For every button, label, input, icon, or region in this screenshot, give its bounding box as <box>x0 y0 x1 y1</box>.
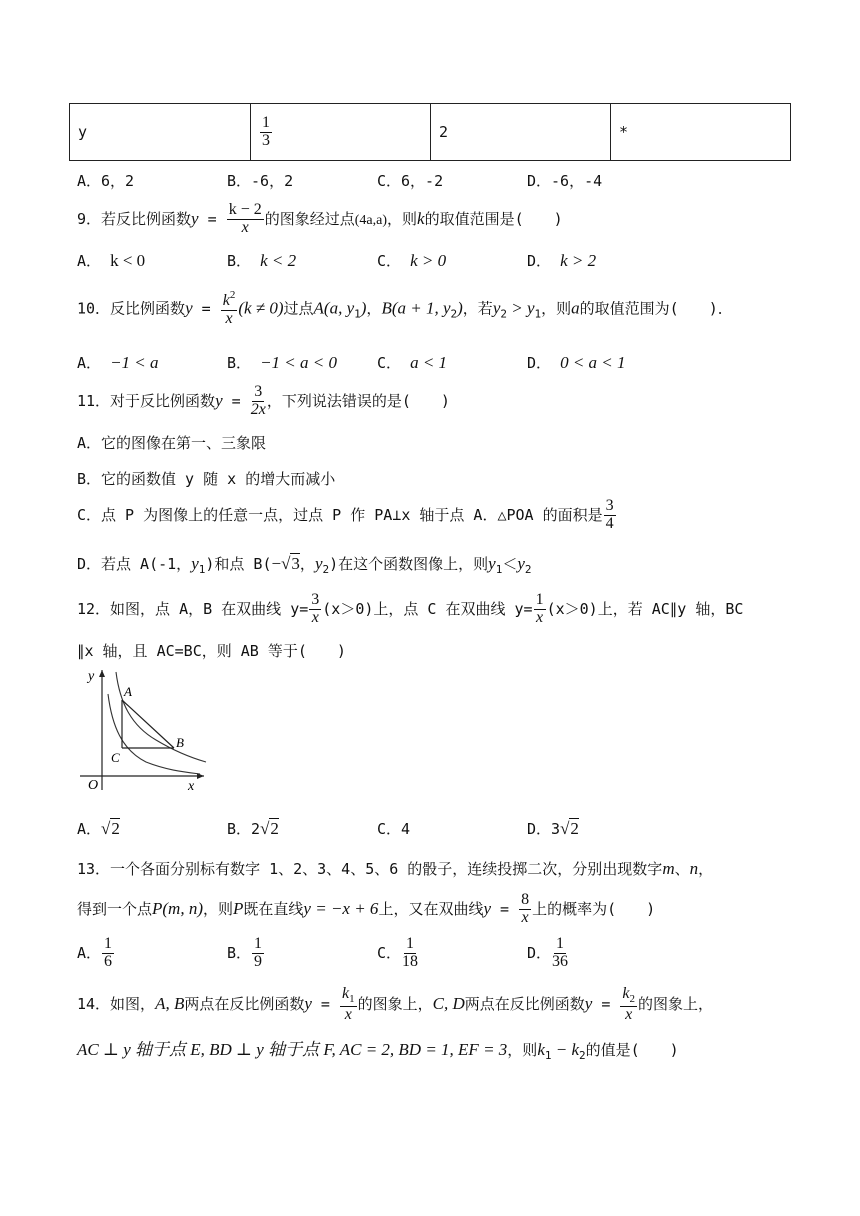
fraction: $\frac{8}{x}$ <box>521 891 530 926</box>
option-c: C．6，-2 <box>377 172 444 190</box>
fraction: $\frac{1}{x}$ <box>535 591 544 626</box>
option-c: C．点 P 为图像上的任意一点，过点 P 作 PA⊥x 轴于点 A．△POA 的面积是 $\frac{3}{4}$ <box>77 497 614 532</box>
fraction: $\frac{1}{3}$ <box>262 113 270 149</box>
sqrt: √2 <box>101 819 120 838</box>
fraction: $\frac{1}{9}$ <box>254 935 263 970</box>
option-b: B．2√2 <box>227 819 279 838</box>
question-10: 10．反比例函数y = $\frac{k^2}{x}$ (k ≠ 0)过点A(a, $y_1$)，B(a + 1, $y_2$)，若$y_2 > y_1$，则a的取值范围为( )． <box>77 289 733 327</box>
fraction: $\frac{1}{36}$ <box>552 935 569 970</box>
option-b: B． $\frac{1}{9}$ <box>227 935 263 970</box>
point-b-label: B <box>176 735 184 750</box>
fraction: $\frac{k_2}{x}$ <box>622 985 636 1023</box>
question-11: 11．对于反比例函数y = $\frac{3}{2x}$ ，下列说法错误的是( ) <box>77 383 450 418</box>
option-d: D．-6，-4 <box>527 172 603 190</box>
sqrt: −√3 <box>271 554 300 573</box>
option-c: C．4 <box>377 820 411 838</box>
option-d: D．3√2 <box>527 819 579 838</box>
question-13: 13．一个各面分别标有数字 1、2、3、4、5、6 的骰子，连续投掷二次，分别出现数字m、n， <box>77 859 714 878</box>
fraction: $\frac{3}{4}$ <box>605 497 614 532</box>
option-b: B． −1 < a < 0 <box>227 353 337 372</box>
fraction: $\frac{k^2}{x}$ <box>222 289 236 327</box>
option-b: B． k < 2 <box>227 251 297 270</box>
question-13-line-2: 得到一个点P(m, n)，则P既在直线y = −x + 6上，又在双曲线y = $\frac{8}{x}$ 上的概率为( ) <box>77 891 656 926</box>
x-axis-label: x <box>188 779 195 794</box>
table-cell: 2 <box>431 104 611 161</box>
sqrt: √2 <box>260 819 279 838</box>
question-14-line-2: AC ⊥ y 轴于点 E, BD ⊥ y 轴于点 F, AC = 2, BD = 1, EF = 3，则$k_1 - k_2$的值是( ) <box>77 1040 679 1062</box>
option-a: A．6，2 <box>77 172 135 190</box>
value-table <box>69 103 791 161</box>
origin-label: O <box>88 778 99 793</box>
point-a-label: A <box>124 684 132 699</box>
fraction: $\frac{k - 2}{x}$ <box>228 201 262 236</box>
fraction: $\frac{k_1}{x}$ <box>342 985 355 1023</box>
option-a: A．√2 <box>77 819 120 838</box>
question-12-line-2: ∥x 轴，且 AC=BC，则 AB 等于( ) <box>77 642 346 660</box>
table-cell: y <box>70 104 251 161</box>
option-d: D． 0 < a < 1 <box>527 353 626 372</box>
table-cell <box>251 104 431 161</box>
option-d: D．若点 A(-1，$y_1$)和点 B(−√3，$y_2$)在这个函数图像上，则$y_1<y_2$ <box>77 554 532 576</box>
question-14: 14．如图，A, B两点在反比例函数y = $\frac{k_1}{x}$ 的图象上，C, D两点在反比例函数y = $\frac{k_2}{x}$ 的图象上， <box>77 985 714 1023</box>
hyperbola-figure <box>76 664 216 796</box>
question-12: 12．如图，点 A，B 在双曲线 y= $\frac{3}{x}$ (x＞0)上，点 C 在双曲线 y= $\frac{1}{x}$ (x＞0)上，若 AC∥y 轴，BC <box>77 591 744 626</box>
option-b: B．它的函数值 y 随 x 的增大而减小 <box>77 470 336 488</box>
option-a: A． −1 < a <box>77 353 159 372</box>
sqrt: √2 <box>560 819 579 838</box>
option-c: C． a < 1 <box>377 353 448 372</box>
option-a: A． $\frac{1}{6}$ <box>77 935 113 970</box>
option-d: D． $\frac{1}{36}$ <box>527 935 569 970</box>
option-a: A． k < 0 <box>77 251 146 270</box>
option-b: B．-6，2 <box>227 172 294 190</box>
option-c: C． k > 0 <box>377 251 447 270</box>
y-axis-label: y <box>88 669 95 684</box>
segment-ab <box>122 700 174 748</box>
fraction: $\frac{3}{x}$ <box>311 591 320 626</box>
option-c: C． $\frac{1}{18}$ <box>377 935 419 970</box>
question-9: 9．若反比例函数y = $\frac{k - 2}{x}$ 的图象经过点(4a,a)，则k的取值范围是( ) <box>77 201 563 236</box>
point-c-label: C <box>111 750 120 765</box>
table-cell: * <box>611 104 791 161</box>
table-row <box>70 104 791 161</box>
option-d: D． k > 2 <box>527 251 597 270</box>
fraction: $\frac{1}{18}$ <box>402 935 419 970</box>
option-a: A．它的图像在第一、三象限 <box>77 434 267 452</box>
fraction: $\frac{3}{2x}$ <box>250 383 266 418</box>
fraction: $\frac{1}{6}$ <box>104 935 113 970</box>
